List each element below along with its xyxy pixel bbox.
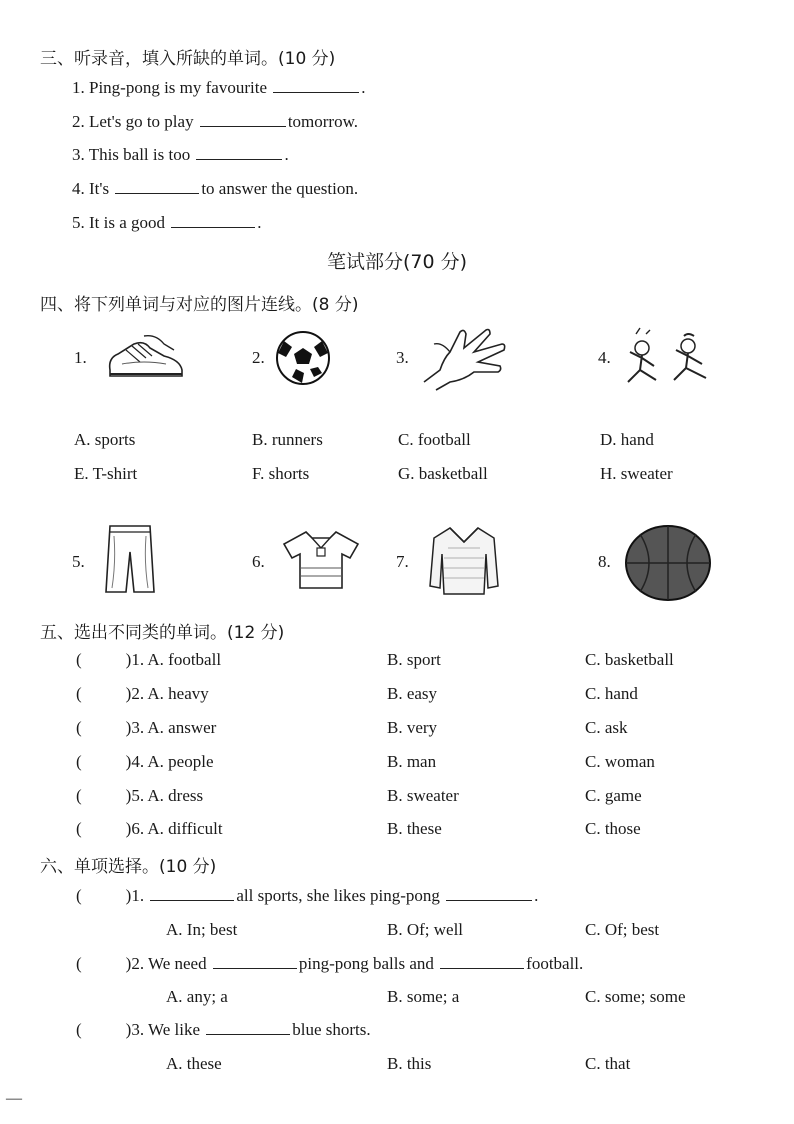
s5-option-a: )5. A. dress: [125, 786, 204, 805]
s6-q3-opt-c: C. that: [585, 1054, 631, 1073]
s5-row-1: [76, 650, 221, 670]
s6-q2-opt-b: B. some; a: [387, 987, 460, 1006]
q3-2: [72, 112, 358, 132]
q3-5-text: 5. It is a good: [72, 213, 166, 232]
s6-q2: [76, 954, 583, 974]
word-c[interactable]: C. football: [398, 430, 471, 449]
answer-paren[interactable]: (: [76, 819, 82, 838]
answer-blank[interactable]: [200, 125, 286, 127]
s6-q2-a: )2. We need: [125, 954, 207, 973]
q3-1-after: .: [361, 78, 366, 97]
s5-row-2: [76, 684, 209, 704]
s5-option-a: )4. A. people: [125, 752, 214, 771]
s5-row-6: [76, 819, 223, 839]
s5-option-b: B. sport: [387, 650, 441, 669]
s5-option-c: C. basketball: [585, 650, 674, 669]
s5-option-c: C. hand: [585, 684, 638, 703]
q3-4-after: to answer the question.: [201, 179, 359, 198]
answer-paren[interactable]: (: [76, 684, 82, 703]
tshirt-icon: [280, 528, 362, 592]
word-e[interactable]: E. T-shirt: [74, 464, 138, 483]
runners-icon: [104, 330, 186, 382]
answer-paren[interactable]: (: [76, 886, 82, 905]
s6-q1-opt-a: A. In; best: [166, 920, 238, 939]
s5-option-a: )3. A. answer: [125, 718, 217, 737]
q3-3-text: 3. This ball is too: [72, 145, 191, 164]
shorts-icon: [104, 522, 156, 596]
s5-option-a: )1. A. football: [125, 650, 222, 669]
answer-paren[interactable]: (: [76, 954, 82, 973]
q3-1-text: 1. Ping-pong is my favourite: [72, 78, 268, 97]
section-5-title: 五、选出不同类的单词。(12 分): [40, 623, 285, 643]
answer-blank[interactable]: [171, 226, 255, 228]
s5-option-c: C. game: [585, 786, 642, 805]
pic-num-2: 2.: [252, 348, 265, 367]
answer-blank[interactable]: [206, 1033, 290, 1035]
answer-paren[interactable]: (: [76, 650, 82, 669]
q3-3-after: .: [284, 145, 289, 164]
q3-5: [72, 213, 262, 233]
q3-3: [72, 145, 289, 165]
pic-num-4: 4.: [598, 348, 611, 367]
s5-row-5: [76, 786, 203, 806]
s5-option-b: B. man: [387, 752, 437, 771]
s5-row-4: [76, 752, 214, 772]
word-h[interactable]: H. sweater: [600, 464, 673, 483]
word-d[interactable]: D. hand: [600, 430, 654, 449]
s6-q2-opt-c: C. some; some: [585, 987, 686, 1006]
q3-2-after: tomorrow.: [287, 112, 359, 131]
football-icon: [274, 331, 332, 385]
q3-1: [72, 78, 366, 98]
q3-4-text: 4. It's: [72, 179, 110, 198]
pic-num-1: 1.: [74, 348, 87, 367]
s6-q3-a: )3. We like: [125, 1020, 200, 1039]
s6-q1-opt-b: B. Of; well: [387, 920, 464, 939]
s6-q1-opt-c: C. Of; best: [585, 920, 660, 939]
q3-2-text: 2. Let's go to play: [72, 112, 194, 131]
s6-q3-opt-a: A. these: [166, 1054, 222, 1073]
s6-q2-b: ping-pong balls and: [298, 954, 434, 973]
answer-paren[interactable]: (: [76, 752, 82, 771]
s5-option-c: C. woman: [585, 752, 655, 771]
s5-option-b: B. sweater: [387, 786, 459, 805]
s5-option-b: B. these: [387, 819, 442, 838]
hand-icon: [420, 322, 510, 392]
sports-icon: [622, 326, 718, 388]
answer-blank[interactable]: [446, 899, 532, 901]
word-a[interactable]: A. sports: [74, 430, 136, 449]
s6-q2-c: football.: [526, 954, 584, 973]
answer-blank[interactable]: [213, 967, 297, 969]
s5-option-b: B. easy: [387, 684, 438, 703]
pic-num-8: 8.: [598, 552, 611, 571]
s5-option-a: )6. A. difficult: [125, 819, 223, 838]
section-6-title: 六、单项选择。(10 分): [40, 857, 217, 877]
word-f[interactable]: F. shorts: [252, 464, 310, 483]
s6-q2-opt-a: A. any; a: [166, 987, 228, 1006]
s6-q3-b: blue shorts.: [292, 1020, 371, 1039]
s6-q3-opt-b: B. this: [387, 1054, 432, 1073]
answer-paren[interactable]: (: [76, 1020, 82, 1039]
q3-5-after: .: [257, 213, 262, 232]
pic-num-3: 3.: [396, 348, 409, 367]
section-3-title: 三、听录音，填入所缺的单词。(10 分): [40, 49, 336, 69]
pic-num-5: 5.: [72, 552, 85, 571]
s5-option-c: C. ask: [585, 718, 628, 737]
s6-q1-c: .: [534, 886, 539, 905]
s5-option-c: C. those: [585, 819, 641, 838]
answer-paren[interactable]: (: [76, 718, 82, 737]
s5-option-b: B. very: [387, 718, 438, 737]
answer-blank[interactable]: [196, 158, 282, 160]
answer-blank[interactable]: [440, 967, 524, 969]
word-b[interactable]: B. runners: [252, 430, 323, 449]
basketball-icon: [624, 524, 712, 602]
answer-blank[interactable]: [115, 192, 199, 194]
s5-option-a: )2. A. heavy: [125, 684, 209, 703]
q3-4: [72, 179, 358, 199]
word-g[interactable]: G. basketball: [398, 464, 488, 483]
s6-q1-a: )1.: [125, 886, 145, 905]
answer-paren[interactable]: (: [76, 786, 82, 805]
section-4-title: 四、将下列单词与对应的图片连线。(8 分): [40, 295, 359, 315]
sweater-icon: [428, 524, 500, 596]
answer-blank[interactable]: [273, 91, 359, 93]
s6-q1: [76, 886, 538, 906]
footer-mark: —: [6, 1090, 22, 1107]
pic-num-6: 6.: [252, 552, 265, 571]
pic-num-7: 7.: [396, 552, 409, 571]
written-part-title: 笔试部分(70 分): [326, 251, 468, 273]
s6-q3: [76, 1020, 371, 1040]
answer-blank[interactable]: [150, 899, 234, 901]
s6-q1-b: all sports, she likes ping-pong: [236, 886, 440, 905]
s5-row-3: [76, 718, 216, 738]
